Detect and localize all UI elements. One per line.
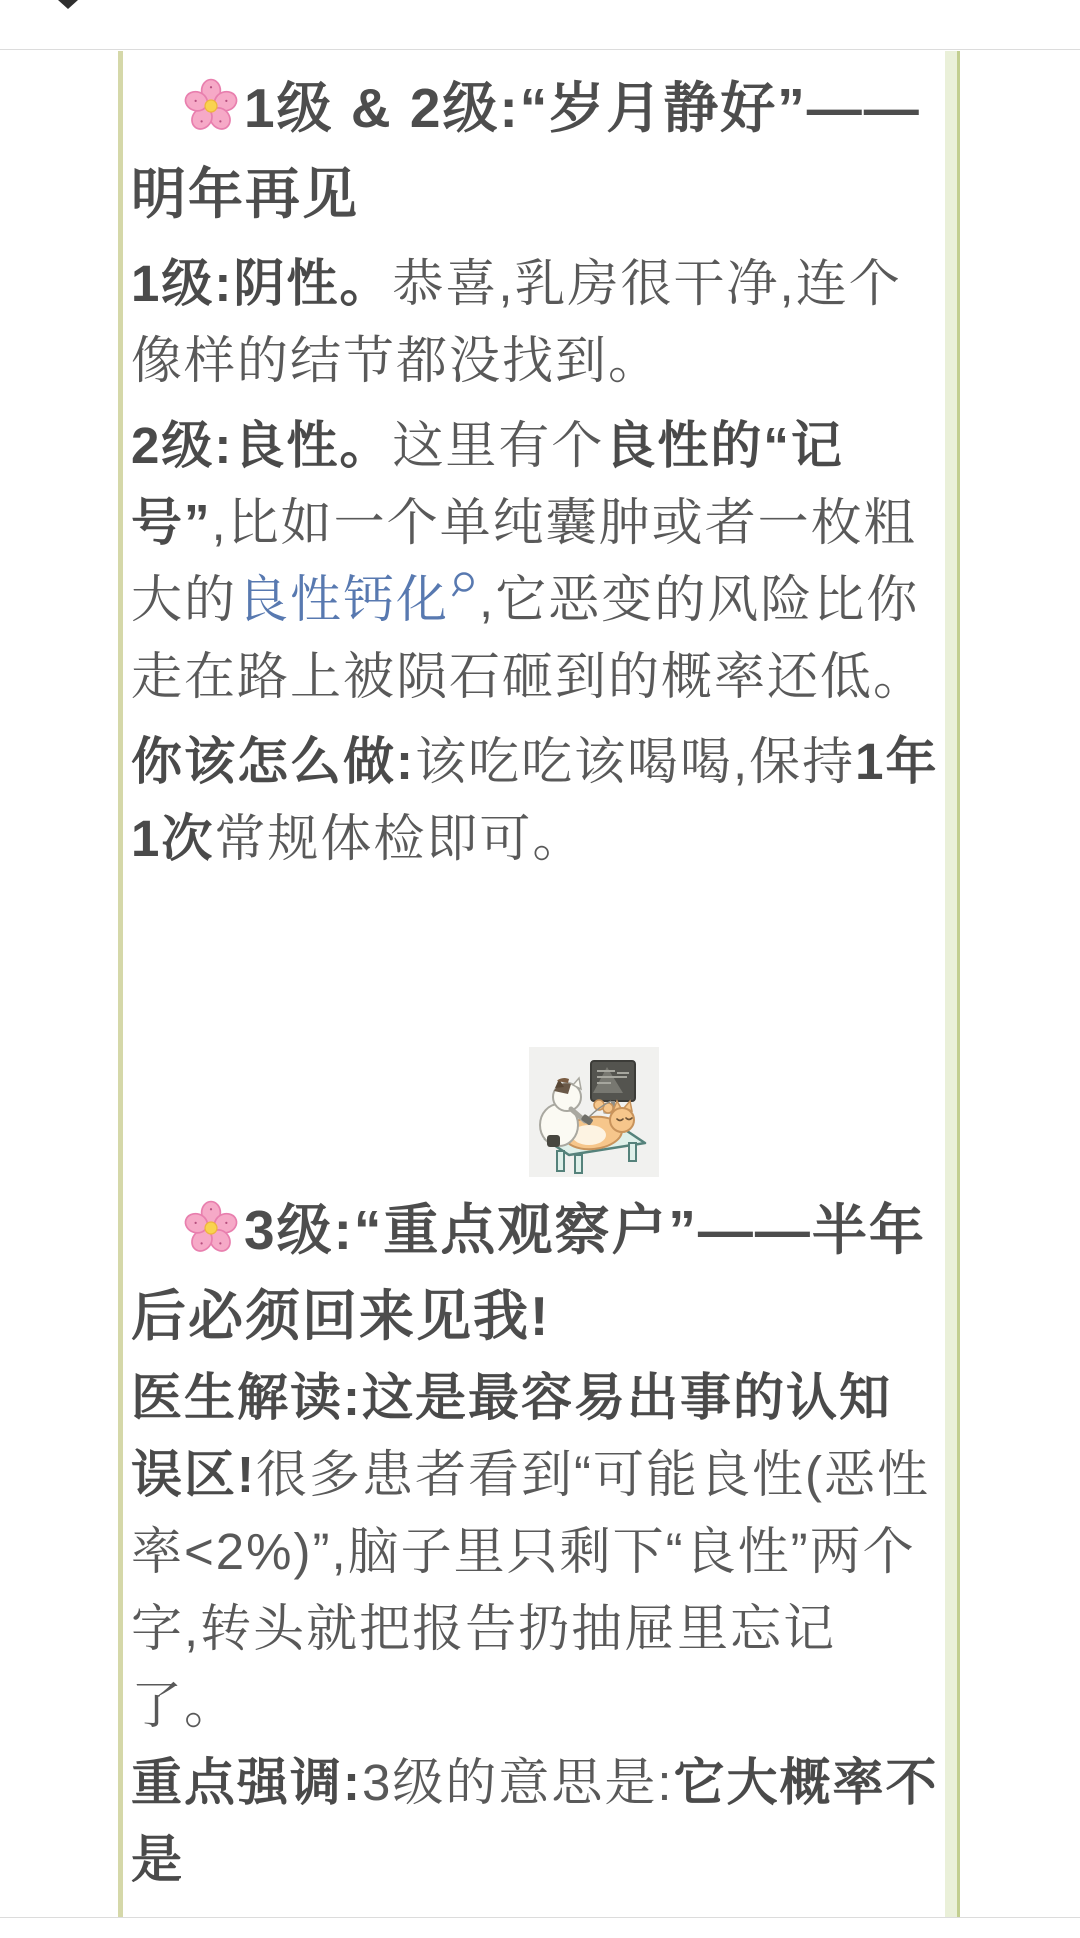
paragraph: [131, 1359, 939, 1744]
text-run: 常规体检即可。: [214, 810, 586, 867]
text-run: ,它恶变的风险比你走在路上被陨石砸到的概率还低。: [131, 571, 927, 705]
text-run: 很多患者看到“可能良性(恶性率<2%)”,脑子里只剩下“良性”两个字,转头就把报告扔抽屉里忘记了。: [131, 1446, 930, 1734]
paragraph: [131, 245, 939, 399]
text-run: 它大概率不是: [131, 1754, 939, 1888]
text-run: 良性的“记号”: [131, 417, 844, 551]
paragraph: [131, 1744, 939, 1898]
top-bar: [0, 0, 1080, 50]
paragraph: [131, 723, 939, 877]
section-heading-1: [131, 65, 939, 237]
sticker-container: [131, 1047, 939, 1177]
text-run: 3级的意思是:: [361, 1754, 674, 1811]
cherry-blossom-icon: [182, 1199, 240, 1257]
text-run: 该吃吃该喝喝,保持: [414, 733, 856, 790]
text-run: 恭喜,乳房很干净,连个像样的结节都没找到。: [131, 255, 902, 389]
content-right-border: [945, 51, 960, 1917]
cursor-arrow-tip-icon: [58, 0, 78, 9]
text-run: ,比如一个单纯囊肿或者一枚粗大的: [131, 494, 917, 628]
text-run: 1年1次: [131, 733, 939, 867]
section-heading-text: 3级:“重点观察户”——半年后必须回来见我!: [131, 1199, 926, 1347]
text-run: 你该怎么做:: [131, 733, 415, 790]
section-heading-text: 1级 & 2级:“岁月静好”——明年再见: [131, 77, 921, 225]
text-run: 1级:阴性。: [131, 255, 393, 312]
bottom-divider: [0, 1917, 1080, 1918]
article-content: [123, 51, 945, 1917]
text-run: 医生解读:这是最容易出事的认知误区!: [131, 1369, 892, 1503]
text-run: 重点强调:: [131, 1754, 362, 1811]
paragraph: [131, 407, 939, 715]
cherry-blossom-icon: [182, 77, 240, 135]
ultrasound-exam-cat-sticker[interactable]: [529, 1047, 659, 1177]
text-run: 2级:良性。: [131, 417, 393, 474]
section-heading-2: [131, 1187, 939, 1359]
inline-link[interactable]: 良性钙化: [237, 571, 450, 628]
magnifier-icon[interactable]: [450, 571, 476, 601]
text-run: 这里有个: [392, 417, 605, 474]
